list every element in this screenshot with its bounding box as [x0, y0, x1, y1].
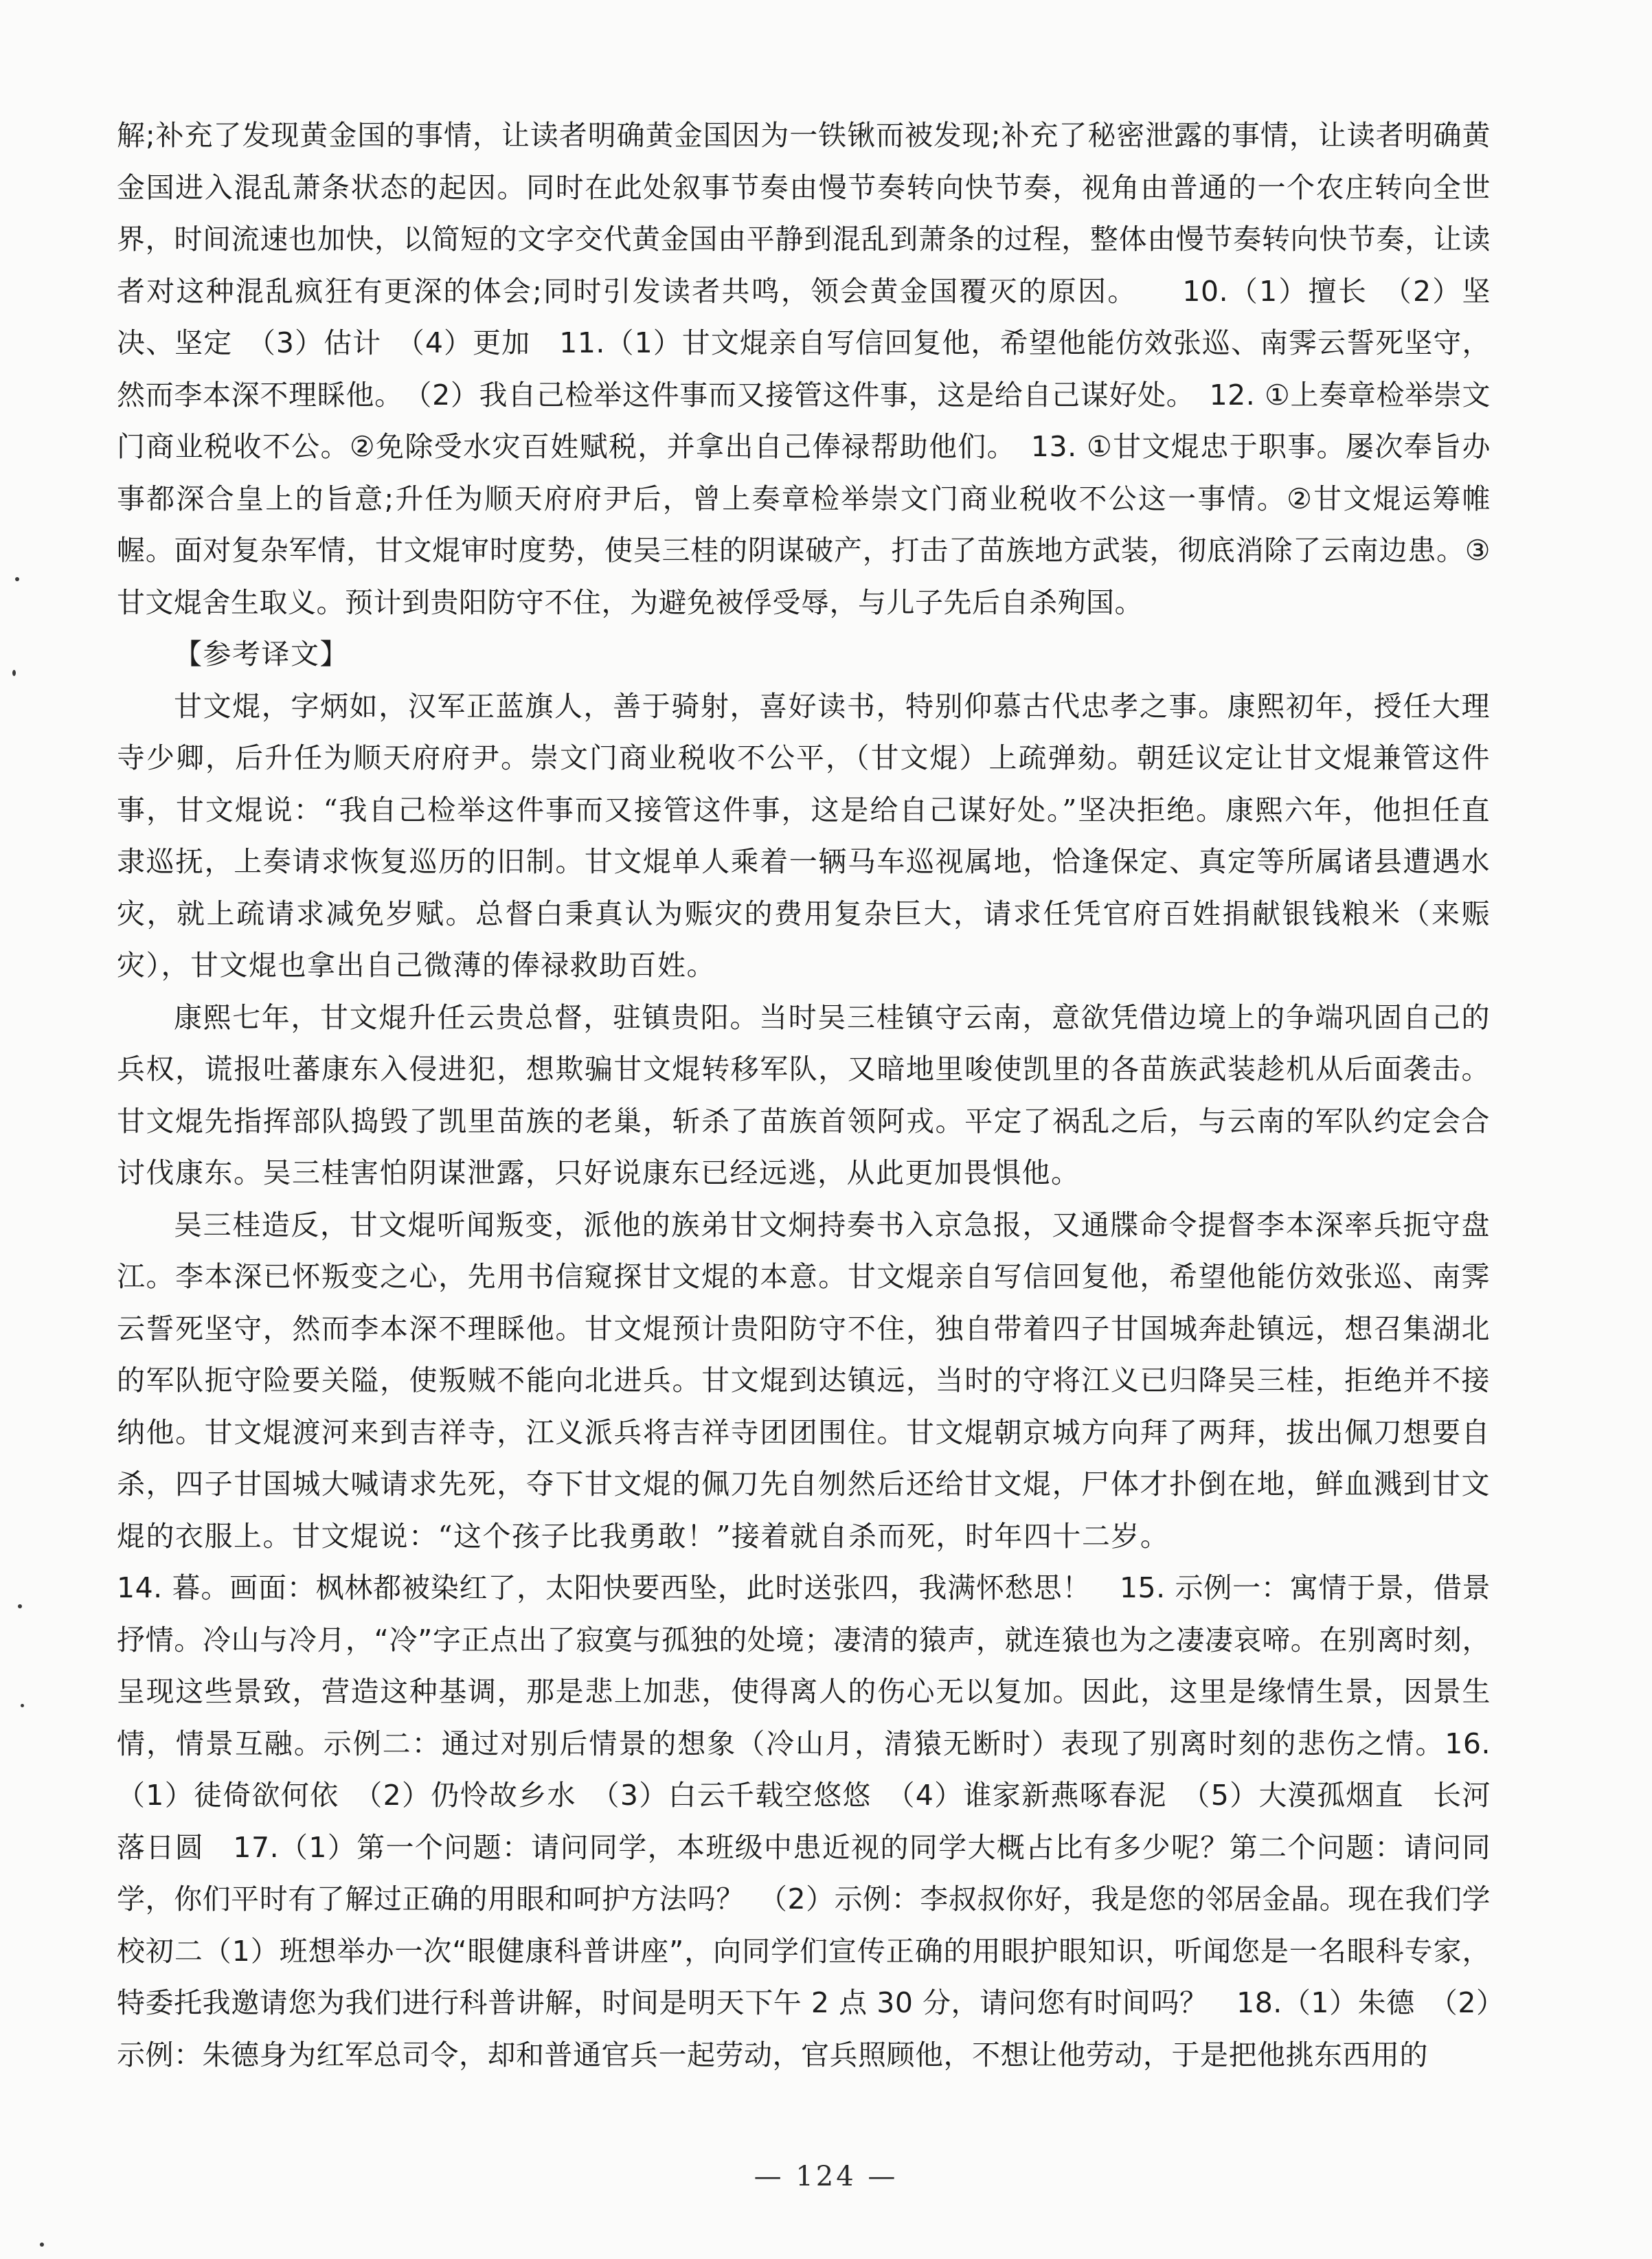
page-number: — 124 — [754, 2161, 898, 2192]
scan-speck [18, 1604, 22, 1608]
answer-block-bottom: 14. 暮。画面：枫林都被染红了，太阳快要西坠，此时送张四，我满怀愁思！ 15. 示例一：寓情于景，借景抒情。冷山与冷月，“冷”字正点出了寂寞与孤独的处境；凄清的猿声，就连猿也为之凄凄哀啼。在别离时刻，呈现这些景致，营造这种基调，那是悲上加悲，使得离人的伤心无以复加。因此，这里是缘情生景，因景生情，情景互融。示例二：通过对别后情景的想象（冷山月，清猿无断时）表现了别离时刻的悲伤之情。16.（1）徒倚欲何依 （2）仍怜故乡水 （3）白云千载空悠悠 （4）谁家新燕啄春泥 （5）大漠孤烟直 长河落日圆 17.（1）第一个问题：请问同学，本班级中患近视的同学大概占比有多少呢？第二个问题：请问同学，你们平时有了解过正确的用眼和呵护方法吗？ （2）示例：李叔叔你好，我是您的邻居金晶。现在我们学校初二（1）班想举办一次“眼健康科普讲座”，向同学们宣传正确的用眼护眼知识，听闻您是一名眼科专家，特委托我邀请您为我们进行科普讲解，时间是明天下午 2 点 30 分，请问您有时间吗？ 18.（1）朱德 （2）示例：朱德身为红军总司令，却和普通官兵一起劳动，官兵照顾他，不想让他劳动，于是把他挑东西用的 [117, 1571, 1491, 2071]
scan-speck [40, 2243, 44, 2247]
page-content [117, 110, 1491, 2081]
translation-paragraph-1: 甘文焜，字炳如，汉军正蓝旗人，善于骑射，喜好读书，特别仰慕古代忠孝之事。康熙初年，授任大理寺少卿，后升任为顺天府府尹。崇文门商业税收不公平，（甘文焜）上疏弹劾。朝廷议定让甘文焜兼管这件事，甘文焜说：“我自己检举这件事而又接管这件事，这是给自己谋好处。”坚决拒绝。康熙六年，他担任直隶巡抚，上奏请求恢复巡历的旧制。甘文焜单人乘着一辆马车巡视属地，恰逢保定、真定等所属诸县遭遇水灾，就上疏请求减免岁赋。总督白秉真认为赈灾的费用复杂巨大，请求任凭官府百姓捐献银钱粮米（来赈灾），甘文焜也拿出自己微薄的俸禄救助百姓。 [117, 689, 1491, 982]
section-title: 【参考译文】 [174, 638, 349, 671]
scan-speck [12, 670, 16, 676]
scan-speck [15, 577, 19, 581]
translation-paragraph-3: 吴三桂造反，甘文焜听闻叛变，派他的族弟甘文炯持奏书入京急报，又通牒命令提督李本深率兵扼守盘江。李本深已怀叛变之心，先用书信窥探甘文焜的本意。甘文焜亲自写信回复他，希望他能仿效张巡、南霁云誓死坚守，然而李本深不理睬他。甘文焜预计贵阳防守不住，独自带着四子甘国城奔赴镇远，想召集湖北的军队扼守险要关隘，使叛贼不能向北进兵。甘文焜到达镇远，当时的守将江义已归降吴三桂，拒绝并不接纳他。甘文焜渡河来到吉祥寺，江义派兵将吉祥寺团团围住。甘文焜朝京城方向拜了两拜，拔出佩刀想要自杀，四子甘国城大喊请求先死，夺下甘文焜的佩刀先自刎然后还给甘文焜，尸体才扑倒在地，鲜血溅到甘文焜的衣服上。甘文焜说：“这个孩子比我勇敢！”接着就自杀而死，时年四十二岁。 [117, 1208, 1491, 1553]
translation-paragraph-2: 康熙七年，甘文焜升任云贵总督，驻镇贵阳。当时吴三桂镇守云南，意欲凭借边境上的争端巩固自己的兵权，谎报吐蕃康东入侵进犯，想欺骗甘文焜转移军队，又暗地里唆使凯里的各苗族武装趁机从后面袭击。甘文焜先指挥部队捣毁了凯里苗族的老巢，斩杀了苗族首领阿戎。平定了祸乱之后，与云南的军队约定会合讨伐康东。吴三桂害怕阴谋泄露，只好说康东已经远逃，从此更加畏惧他。 [117, 1000, 1491, 1189]
scan-speck [21, 1704, 24, 1707]
answer-block-top: 解;补充了发现黄金国的事情，让读者明确黄金国因为一铁锹而被发现;补充了秘密泄露的事情，让读者明确黄金国进入混乱萧条状态的起因。同时在此处叙事节奏由慢节奏转向快节奏，视角由普通的一个农庄转向全世界，时间流速也加快，以简短的文字交代黄金国由平静到混乱到萧条的过程，整体由慢节奏转向快节奏，让读者对这种混乱疯狂有更深的体会;同时引发读者共鸣，领会黄金国覆灭的原因。 10.（1）擅长 （2）坚决、坚定 （3）估计 （4）更加 11.（1）甘文焜亲自写信回复他，希望他能仿效张巡、南霁云誓死坚守，然而李本深不理睬他。 （2）我自己检举这件事而又接管这件事，这是给自己谋好处。 12. ①上奏章检举崇文门商业税收不公。②免除受水灾百姓赋税，并拿出自己俸禄帮助他们。 13. ①甘文焜忠于职事。屡次奉旨办事都深合皇上的旨意;升任为顺天府府尹后，曾上奏章检举崇文门商业税收不公这一事情。②甘文焜运筹帷幄。面对复杂军情，甘文焜审时度势，使吴三桂的阴谋破产，打击了苗族地方武装，彻底消除了云南边患。③甘文焜舍生取义。预计到贵阳防守不住，为避免被俘受辱，与儿子先后自杀殉国。 [117, 119, 1491, 619]
